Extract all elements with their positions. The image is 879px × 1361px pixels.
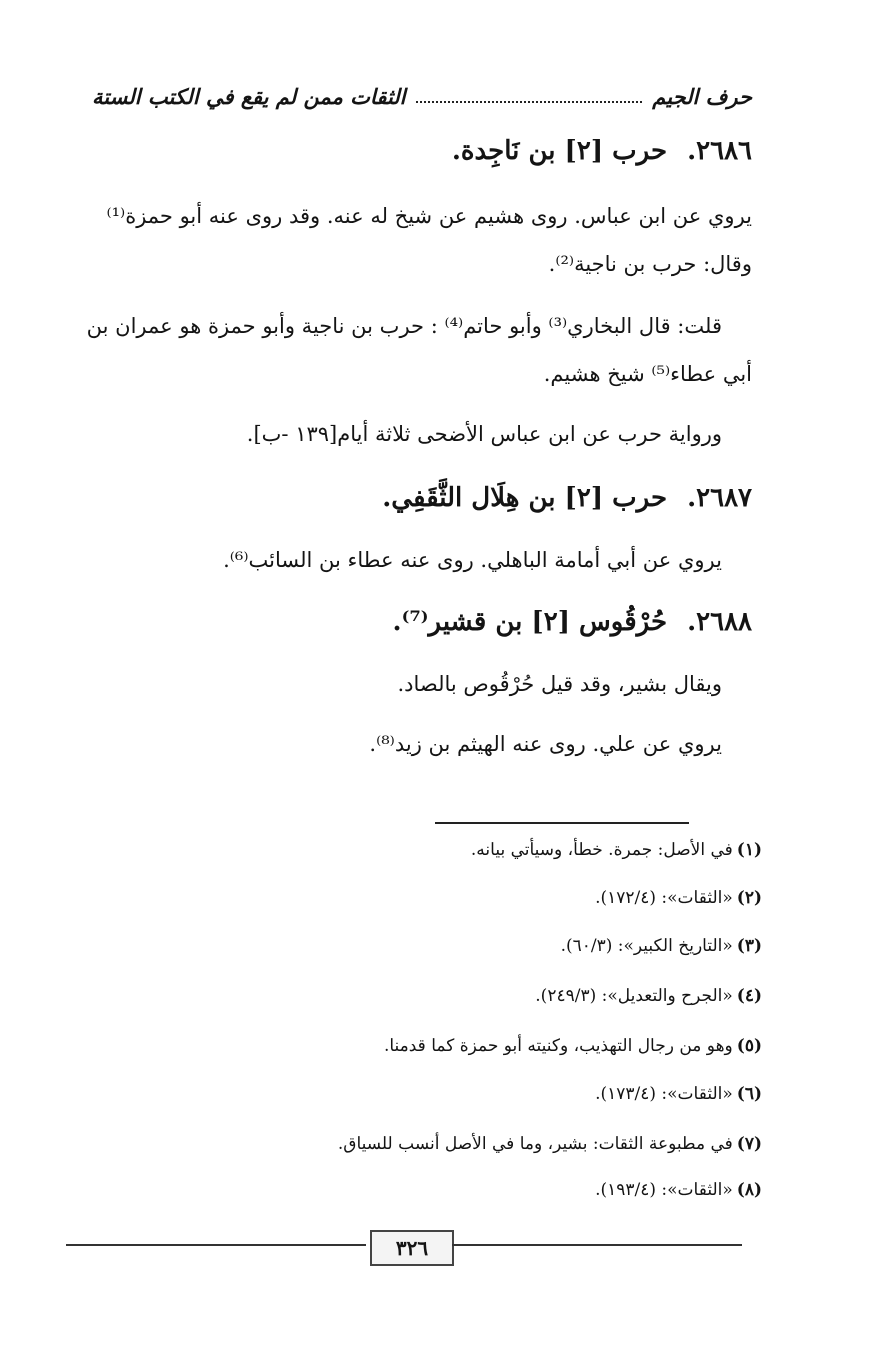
entry-number: ٢٦٨٧. [687, 483, 752, 513]
entry-text-line: يروي عن ابن عباس. روى هشيم عن شيخ له عنه. وقد روى عنه أبو حمزة⁽¹⁾ [106, 204, 752, 228]
entry-text-line: وقال: حرب بن ناجية⁽²⁾. [548, 252, 752, 276]
footnote-number: (٧) [736, 1134, 762, 1154]
footnote-number: (٥) [736, 1036, 762, 1056]
footnote-number: (٢) [736, 888, 762, 908]
footer-rule-left [66, 1244, 366, 1246]
footnote-number: (٤) [736, 986, 762, 1006]
entry-text-line: يروي عن أبي أمامة الباهلي. روى عنه عطاء بن السائب⁽⁶⁾. [223, 548, 722, 572]
footnote-number: (٦) [736, 1084, 762, 1104]
entry-text-line: ورواية حرب عن ابن عباس الأضحى ثلاثة أيام[١٣٩ -ب]. [246, 422, 722, 446]
page-number: ٣٢٦ [370, 1230, 454, 1266]
footnote-number: (٨) [736, 1180, 762, 1200]
footer-rule-right [452, 1244, 742, 1246]
entry-title: حرب [٢] بن هِلَال الثَّقَفِي. [382, 483, 668, 513]
footnote [595, 1084, 762, 1104]
entry-number: ٢٦٨٦. [687, 136, 752, 166]
footnote [595, 1180, 762, 1200]
footnote [338, 1134, 762, 1154]
footnote-text: «التاريخ الكبير»: (٦٠/٣). [560, 936, 733, 956]
entry-text-line: يروي عن علي. روى عنه الهيثم بن زيد⁽⁸⁾. [369, 732, 722, 756]
entry-text-line: ويقال بشير، وقد قيل حُرْقُوص بالصاد. [397, 672, 722, 696]
footnote [595, 888, 762, 908]
footnote [561, 936, 762, 956]
running-header [92, 76, 752, 116]
footnote-text: وهو من رجال التهذيب، وكنيته أبو حمزة كما قدمنا. [383, 1036, 733, 1056]
entry-heading [452, 136, 752, 166]
entry-title: حرب [٢] بن نَاجِدة. [451, 136, 668, 166]
footnote-number: (١) [736, 840, 762, 860]
entry-title: حُرْقُوس [٢] بن قشير⁽⁷⁾. [392, 607, 668, 637]
header-book-title: الثقات ممن لم يقع في الكتب الستة [92, 83, 406, 109]
header-chapter-title: حرف الجيم [652, 83, 752, 109]
footnote-separator [435, 822, 689, 824]
header-dot-leader [416, 89, 643, 103]
entry-heading [382, 483, 752, 513]
footnote-text: «الثقات»: (١٩٣/٤). [595, 1180, 733, 1200]
footnote [471, 840, 762, 860]
footnote-text: في الأصل: جمرة. خطأ، وسيأتي بيانه. [470, 840, 733, 860]
footnote-text: «الثقات»: (١٧٢/٤). [595, 888, 733, 908]
footnote-text: «الجرح والتعديل»: (٢٤٩/٣). [535, 986, 733, 1006]
footnote [535, 986, 762, 1006]
entry-text-line: أبي عطاء⁽⁵⁾ شيخ هشيم. [543, 362, 752, 386]
footnote-number: (٣) [736, 936, 762, 956]
footnote-text: في مطبوعة الثقات: بشير، وما في الأصل أنسب للسياق. [337, 1134, 733, 1154]
footnote-text: «الثقات»: (١٧٣/٤). [595, 1084, 733, 1104]
entry-text-line: قلت: قال البخاري⁽³⁾ وأبو حاتم⁽⁴⁾ : حرب بن ناجية وأبو حمزة هو عمران بن [86, 314, 722, 338]
entry-heading [393, 607, 752, 637]
footnote [384, 1036, 762, 1056]
entry-number: ٢٦٨٨. [687, 607, 752, 637]
